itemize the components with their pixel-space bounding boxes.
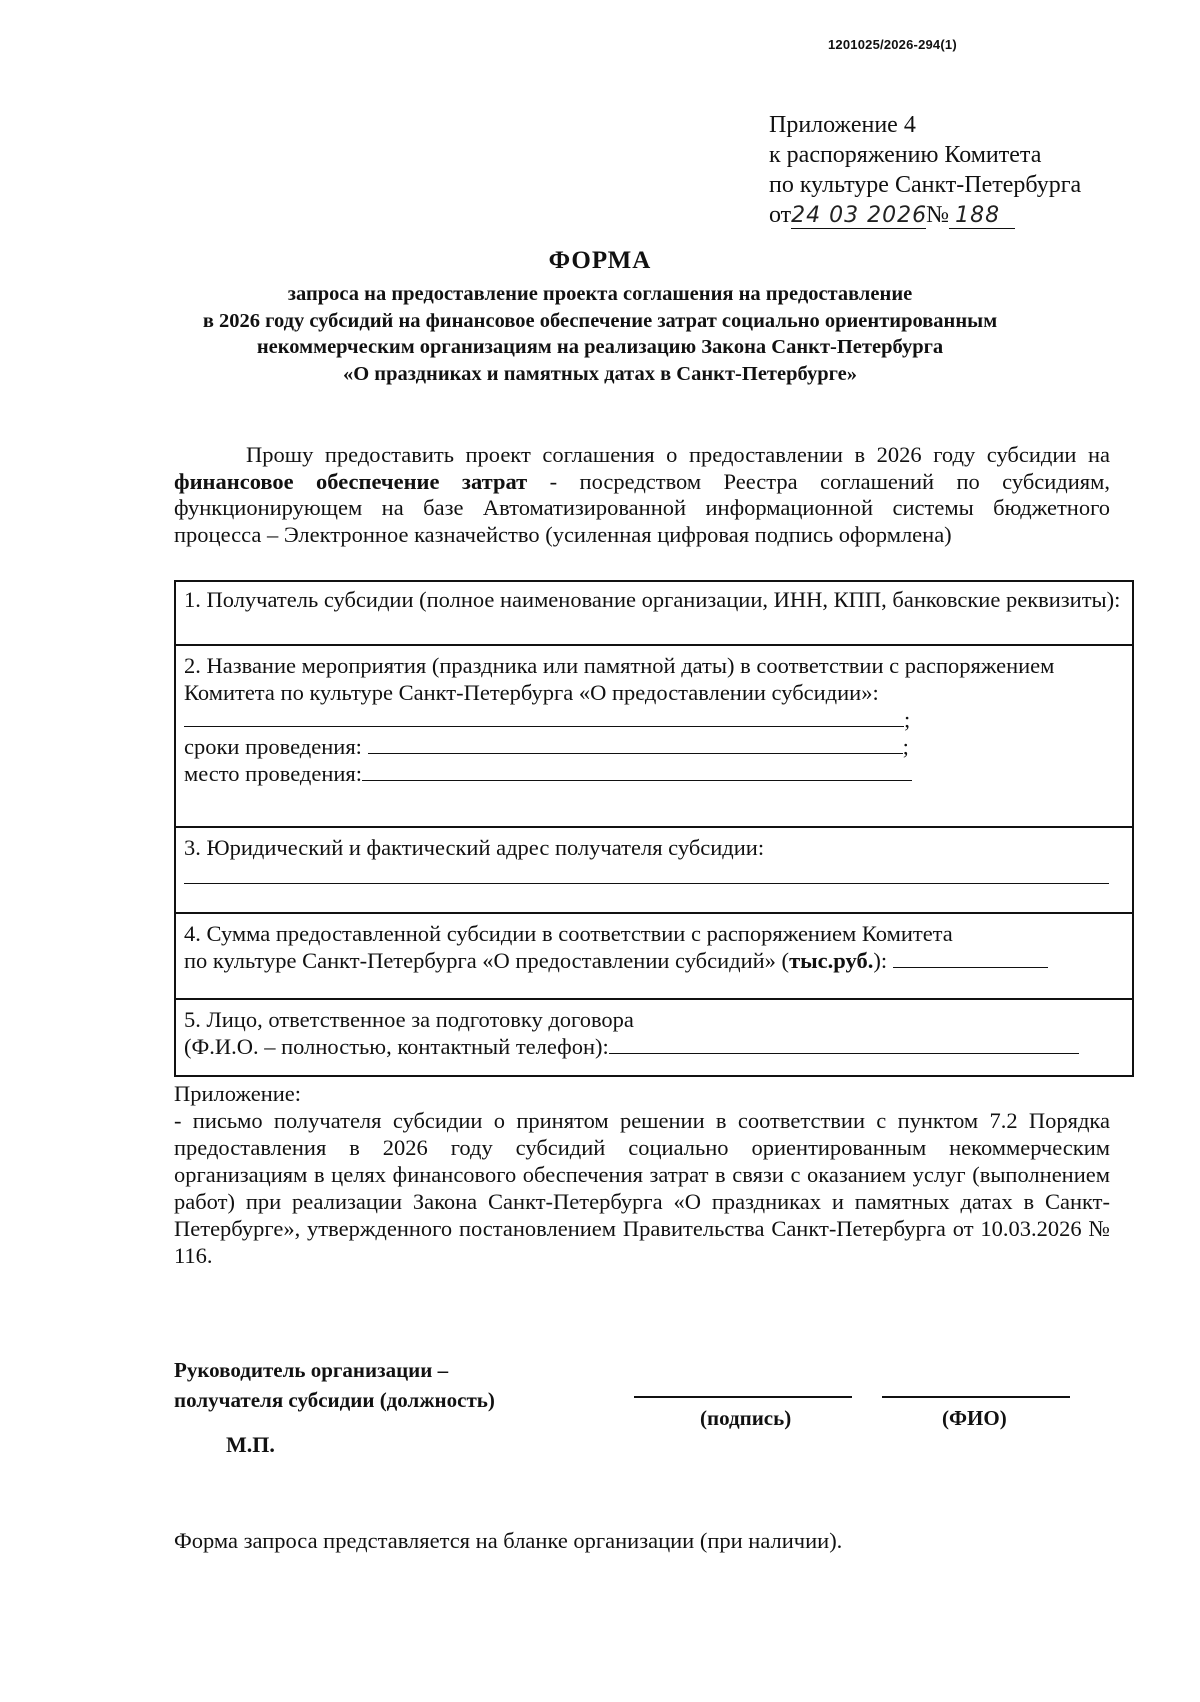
responsible-label-line-1: 5. Лицо, ответственное за подготовку договора (184, 1007, 634, 1032)
stamp-place-label: М.П. (226, 1432, 275, 1457)
request-form-table (174, 580, 1134, 1077)
event-place-field[interactable] (362, 760, 912, 781)
amount-label-line-1: 4. Сумма предоставленной субсидии в соответствии с распоряжением Комитета (184, 921, 953, 946)
amount-label-text: по культуре Санкт-Петербурга «О предоставлении субсидий» ( (184, 948, 790, 973)
full-name-field[interactable] (882, 1396, 1070, 1398)
address-label: 3. Юридический и фактический адрес получателя субсидии: (184, 835, 765, 860)
annex-line-1: Приложение 4 (769, 112, 916, 138)
form-title-sub-4: «О праздниках и памятных датах в Санкт-Петербурге» (342, 362, 857, 385)
event-place-label: место проведения: (184, 761, 363, 786)
form-row-event (176, 644, 1132, 826)
amount-label-end: ): (873, 948, 888, 973)
number-prefix: № (926, 202, 950, 228)
signature-block (174, 1355, 495, 1415)
form-title-sub-1: запроса на предоставление проекта соглашения на предоставление (287, 283, 913, 305)
signature-field[interactable] (634, 1396, 852, 1398)
form-row-amount (176, 912, 1132, 998)
signature-caption: (подпись) (700, 1406, 792, 1430)
annex-reference (769, 110, 1081, 230)
attachment-heading: Приложение: (174, 1081, 302, 1106)
event-place-line (184, 760, 1124, 787)
responsible-label-line-2 (184, 1033, 1124, 1060)
event-dates-semicolon: ; (902, 734, 909, 759)
form-title (150, 245, 1050, 387)
form-title-main: ФОРМА (548, 247, 652, 274)
date-prefix: от (769, 202, 792, 228)
attachment-text: - письмо получателя субсидии о принятом решении в соответствии с пунктом 7.2 Порядка предоставления в 2026 году субсидий социально ориентированным некоммерческим организациям в целях финансового обеспечения затрат в связи с оказанием услуг (выполнением работ) при реализации Закона Санкт-Петербурга «О праздниках и памятных датах в Санкт-Петербурге», утвержденного постановлением Правительства Санкт-Петербурга от 10.03.2026 № 116. (174, 1108, 1110, 1268)
address-field[interactable] (184, 861, 1109, 884)
annex-date-line (769, 200, 1081, 230)
responsible-field[interactable] (609, 1033, 1079, 1054)
event-dates-label: сроки проведения: (184, 734, 362, 759)
form-title-sub-2: в 2026 году субсидий на финансовое обеспечение затрат социально ориентированным (202, 309, 998, 332)
event-name-field[interactable] (184, 706, 904, 727)
responsible-label-text: (Ф.И.О. – полностью, контактный телефон): (184, 1034, 609, 1059)
handwritten-number: 188 (949, 204, 1015, 229)
request-text-bold: финансовое обеспечение затрат (174, 468, 528, 494)
footer-note: Форма запроса представляется на бланке организации (при наличии). (174, 1528, 843, 1553)
event-label: 2. Название мероприятия (праздника или памятной даты) в соответствии с распоряжением Комитета по культуре Санкт-Петербурга «О предоставлении субсидии»: (184, 653, 1055, 705)
event-name-line (184, 706, 1124, 733)
request-paragraph (174, 442, 1110, 548)
amount-field[interactable] (893, 947, 1048, 968)
annex-line-2: к распоряжению Комитета (769, 142, 1042, 168)
signatory-line-2: получателя субсидии (должность) (174, 1388, 495, 1412)
amount-label-line-2 (184, 947, 1124, 974)
event-dates-line (184, 733, 1124, 760)
annex-line-3: по культуре Санкт-Петербурга (769, 172, 1082, 198)
form-row-recipient (176, 582, 1132, 644)
form-row-responsible (176, 998, 1132, 1075)
handwritten-date: 24 03 2026 (791, 203, 928, 228)
document-registration-number: 1201025/2026-294(1) (828, 37, 957, 52)
recipient-label: 1. Получатель субсидии (полное наименование организации, ИНН, КПП, банковские реквизиты): (184, 587, 1121, 612)
form-row-address (176, 826, 1132, 912)
request-text-part-2: - посредством Реестра соглашений по субсидиям, функционирующем на базе Автоматизированной информационной системы бюджетного процесса – Электронное казначейство (усиленная цифровая подпись оформлена) (174, 468, 1110, 547)
amount-unit: тыс.руб. (789, 948, 874, 973)
request-text-part-1: Прошу предоставить проект соглашения о предоставлении в 2026 году субсидии на (246, 442, 1110, 467)
event-dates-field[interactable] (368, 733, 903, 754)
attachment-section (174, 1080, 1110, 1269)
full-name-caption: (ФИО) (942, 1406, 1007, 1430)
signatory-line-1: Руководитель организации – (174, 1358, 449, 1382)
event-name-semicolon: ; (904, 707, 911, 732)
form-title-sub-3: некоммерческим организациям на реализацию Закона Санкт-Петербурга (256, 336, 944, 358)
